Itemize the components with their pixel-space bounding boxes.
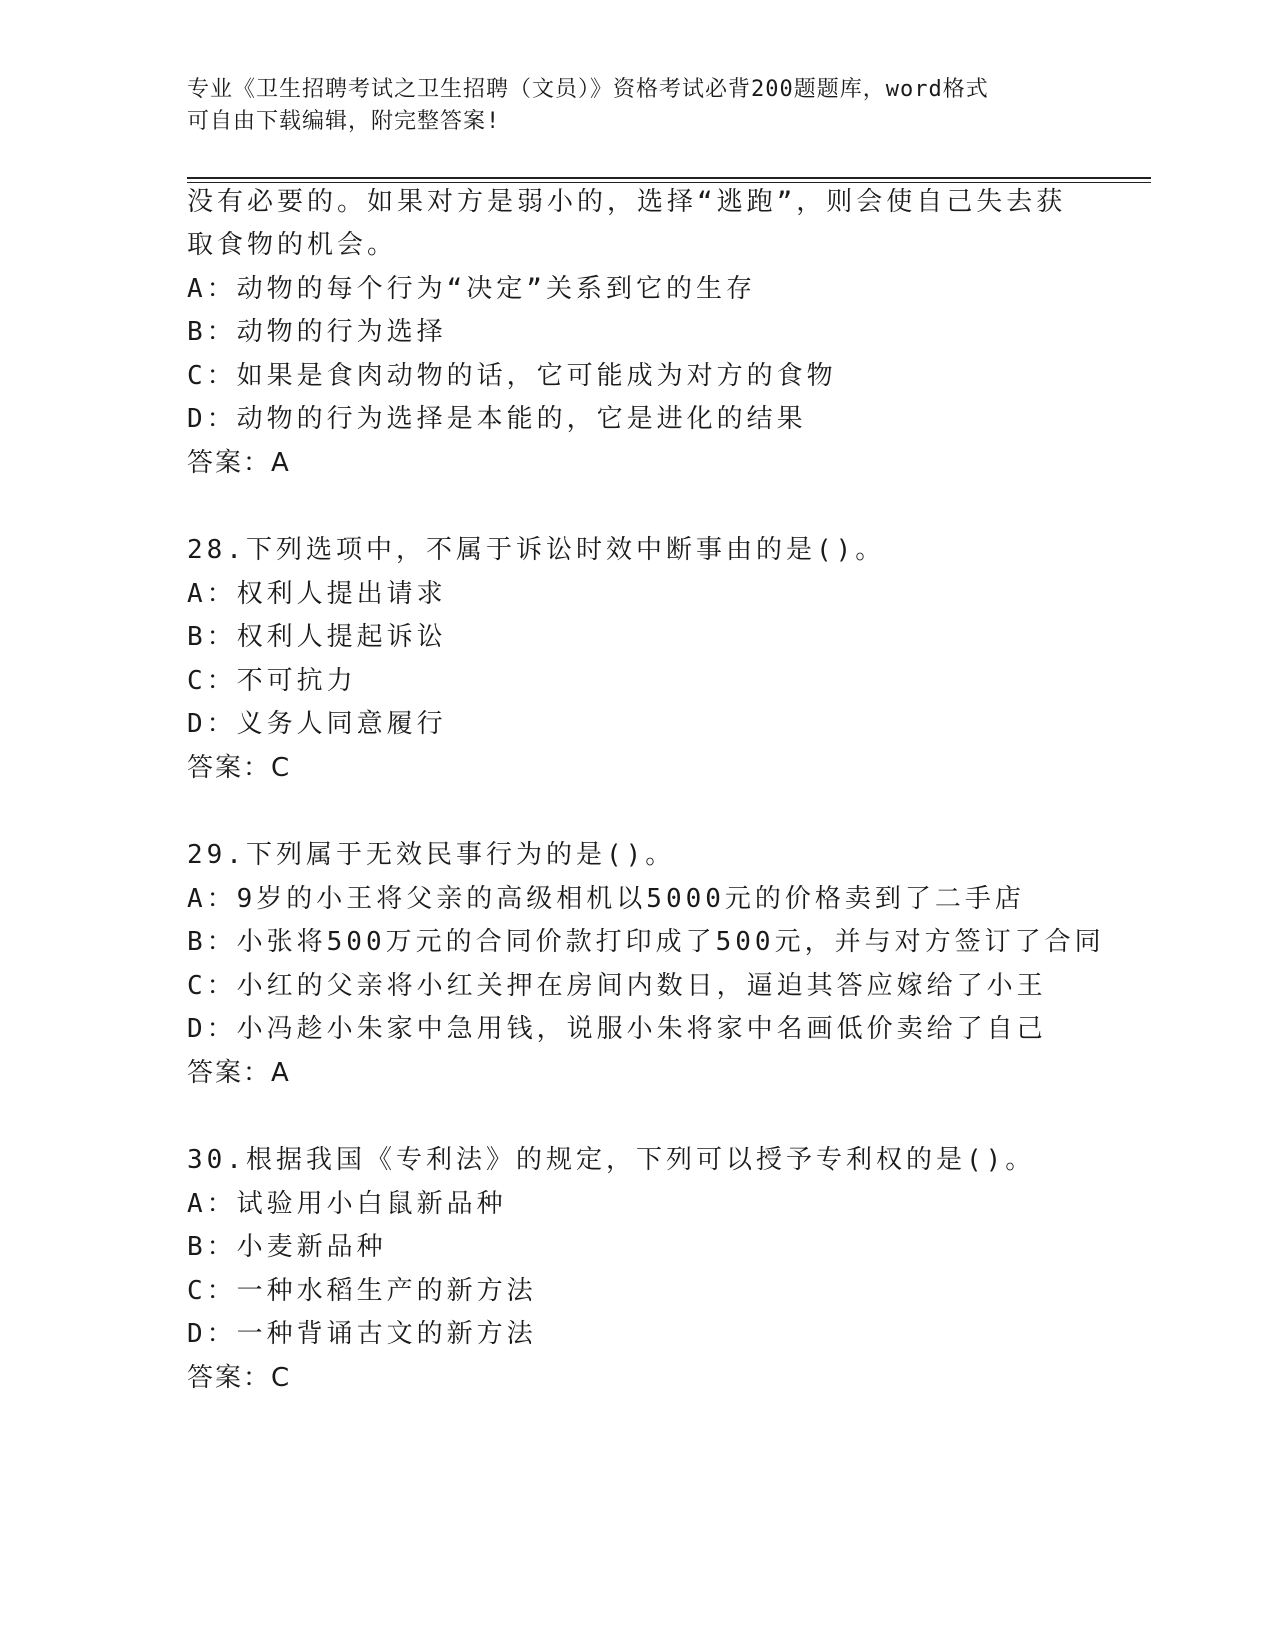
q29-option-a: A：9岁的小王将父亲的高级相机以5000元的价格卖到了二手店 xyxy=(187,884,1025,914)
q28-option-b: B：权利人提起诉讼 xyxy=(187,622,447,652)
q30-option-c: C：一种水稻生产的新方法 xyxy=(187,1276,537,1306)
header-line-1: 专业《卫生招聘考试之卫生招聘（文员）》资格考试必背200题题库，word格式 xyxy=(187,77,989,102)
continuation-option-a: A：动物的每个行为“决定”关系到它的生存 xyxy=(187,274,756,304)
q30-answer: 答案：C xyxy=(187,1363,292,1393)
q30-option-a: A：试验用小白鼠新品种 xyxy=(187,1189,507,1219)
header-divider-thin xyxy=(187,182,1151,183)
q29-option-d: D：小冯趁小朱家中急用钱，说服小朱将家中名画低价卖给了自己 xyxy=(187,1014,1047,1044)
q28-answer: 答案：C xyxy=(187,753,292,783)
document-header xyxy=(187,74,1087,138)
q30-stem: 30.根据我国《专利法》的规定，下列可以授予专利权的是()。 xyxy=(187,1145,1036,1175)
header-line-2: 可自由下载编辑，附完整答案! xyxy=(187,109,501,134)
q28-option-c: C：不可抗力 xyxy=(187,666,357,696)
continuation-option-d: D：动物的行为选择是本能的，它是进化的结果 xyxy=(187,404,807,434)
q29-option-c: C：小红的父亲将小红关押在房间内数日，逼迫其答应嫁给了小王 xyxy=(187,971,1047,1001)
q29-option-b: B：小张将500万元的合同价款打印成了500元，并与对方签订了合同 xyxy=(187,927,1105,957)
q28-stem: 28.下列选项中，不属于诉讼时效中断事由的是()。 xyxy=(187,535,886,565)
q28-option-a: A：权利人提出请求 xyxy=(187,579,447,609)
header-divider-thick xyxy=(187,177,1151,179)
q29-answer: 答案：A xyxy=(187,1058,291,1088)
continuation-option-b: B：动物的行为选择 xyxy=(187,317,447,347)
q30-option-d: D：一种背诵古文的新方法 xyxy=(187,1319,537,1349)
continuation-answer: 答案：A xyxy=(187,448,291,478)
continuation-line-2: 取食物的机会。 xyxy=(187,230,398,260)
q30-option-b: B：小麦新品种 xyxy=(187,1232,387,1262)
q29-stem: 29.下列属于无效民事行为的是()。 xyxy=(187,840,676,870)
q28-option-d: D：义务人同意履行 xyxy=(187,709,447,739)
continuation-option-c: C：如果是食肉动物的话，它可能成为对方的食物 xyxy=(187,361,837,391)
continuation-line-1: 没有必要的。如果对方是弱小的，选择“逃跑”，则会使自己失去获 xyxy=(187,187,1067,217)
